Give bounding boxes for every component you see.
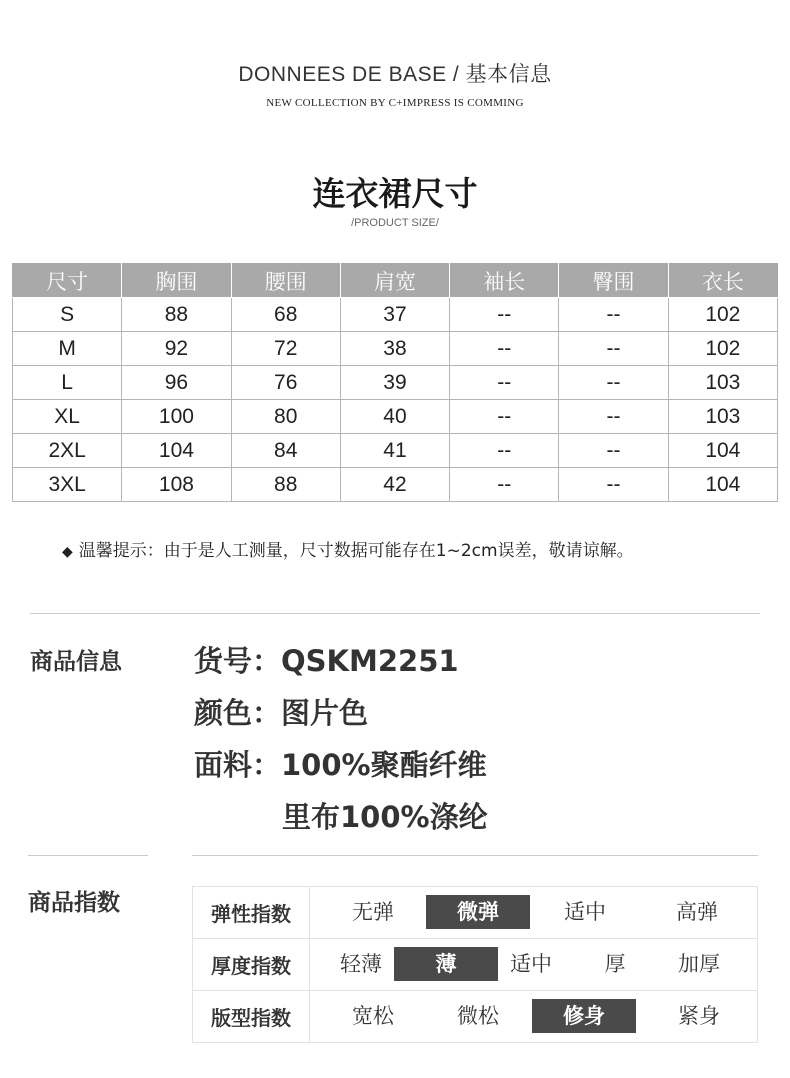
table-cell: XL <box>13 400 122 434</box>
header-title-en: DONNEES DE BASE / 基本信息 <box>238 63 552 86</box>
table-cell: -- <box>559 298 668 332</box>
index-row <box>193 991 758 1043</box>
table-cell: M <box>13 332 122 366</box>
table-cell: 42 <box>340 468 449 502</box>
table-cell: 102 <box>668 332 777 366</box>
table-cell: -- <box>450 366 559 400</box>
size-table <box>12 263 778 502</box>
index-option: 适中 <box>510 952 552 976</box>
column-header: 臀围 <box>559 264 668 298</box>
tip-text: 温馨提示：由于是人工测量，尺寸数据可能存在1~2cm误差，敬请谅解。 <box>78 541 634 561</box>
table-cell: -- <box>559 400 668 434</box>
table-cell: -- <box>559 366 668 400</box>
column-header: 腰围 <box>231 264 340 298</box>
table-cell: -- <box>559 332 668 366</box>
index-options <box>310 939 758 991</box>
table-cell: 68 <box>231 298 340 332</box>
index-option: 无弹 <box>352 900 394 924</box>
table-cell: 72 <box>231 332 340 366</box>
index-options <box>310 991 758 1043</box>
table-cell: 3XL <box>13 468 122 502</box>
table-row <box>13 298 778 332</box>
table-cell: 88 <box>231 468 340 502</box>
table-row <box>13 400 778 434</box>
index-option: 微松 <box>457 1004 499 1028</box>
index-label: 版型指数 <box>193 991 310 1043</box>
table-cell: 96 <box>122 366 231 400</box>
index-row <box>193 887 758 939</box>
size-table-header <box>13 264 778 298</box>
table-cell: 37 <box>340 298 449 332</box>
table-cell: -- <box>450 468 559 502</box>
index-label: 厚度指数 <box>193 939 310 991</box>
table-cell: 104 <box>122 434 231 468</box>
table-cell: 103 <box>668 400 777 434</box>
index-option: 宽松 <box>352 1004 394 1028</box>
diamond-icon: ◆ <box>62 544 73 560</box>
index-option: 轻薄 <box>340 952 382 976</box>
table-cell: -- <box>450 332 559 366</box>
item-number: 货号：QSKM2251 <box>194 644 459 678</box>
table-cell: 108 <box>122 468 231 502</box>
header-subtitle: NEW COLLECTION BY C+IMPRESS IS COMMING <box>266 97 524 109</box>
table-cell: -- <box>450 400 559 434</box>
item-fabric: 面料：100%聚酯纤维 <box>194 748 487 782</box>
table-row <box>13 332 778 366</box>
item-lining: 里布100%涤纶 <box>282 800 488 834</box>
table-row <box>13 434 778 468</box>
size-title: 连衣裙尺寸 <box>312 174 478 213</box>
table-cell: -- <box>450 434 559 468</box>
section-divider <box>28 855 148 856</box>
table-cell: 41 <box>340 434 449 468</box>
table-cell: -- <box>450 298 559 332</box>
index-option: 紧身 <box>678 1004 720 1028</box>
index-option: 适中 <box>564 900 606 924</box>
section-divider <box>192 855 758 856</box>
size-tip <box>62 536 634 561</box>
size-subtitle: /PRODUCT SIZE/ <box>351 217 439 229</box>
column-header: 袖长 <box>450 264 559 298</box>
product-index-label: 商品指数 <box>28 890 120 916</box>
product-index-table <box>192 886 758 1043</box>
index-row <box>193 939 758 991</box>
item-color: 颜色：图片色 <box>194 696 369 730</box>
table-cell: 88 <box>122 298 231 332</box>
index-label: 弹性指数 <box>193 887 310 939</box>
table-cell: 2XL <box>13 434 122 468</box>
table-cell: S <box>13 298 122 332</box>
table-cell: 100 <box>122 400 231 434</box>
index-option: 高弹 <box>676 900 718 924</box>
table-cell: -- <box>559 434 668 468</box>
table-cell: 80 <box>231 400 340 434</box>
column-header: 胸围 <box>122 264 231 298</box>
table-cell: 104 <box>668 468 777 502</box>
table-cell: 92 <box>122 332 231 366</box>
table-cell: 103 <box>668 366 777 400</box>
column-header: 尺寸 <box>13 264 122 298</box>
column-header: 肩宽 <box>340 264 449 298</box>
table-cell: 38 <box>340 332 449 366</box>
table-cell: 40 <box>340 400 449 434</box>
index-options <box>310 887 758 939</box>
index-option: 加厚 <box>678 952 720 976</box>
product-info-label: 商品信息 <box>30 649 122 675</box>
table-cell: L <box>13 366 122 400</box>
section-divider <box>30 613 760 614</box>
index-option-selected: 薄 <box>394 947 498 981</box>
table-cell: 39 <box>340 366 449 400</box>
table-cell: 84 <box>231 434 340 468</box>
table-row <box>13 468 778 502</box>
index-option-selected: 微弹 <box>426 895 530 929</box>
table-cell: 102 <box>668 298 777 332</box>
table-cell: 76 <box>231 366 340 400</box>
table-row <box>13 366 778 400</box>
index-option: 厚 <box>604 952 626 976</box>
index-option-selected: 修身 <box>532 999 636 1033</box>
table-cell: -- <box>559 468 668 502</box>
column-header: 衣长 <box>668 264 777 298</box>
table-cell: 104 <box>668 434 777 468</box>
